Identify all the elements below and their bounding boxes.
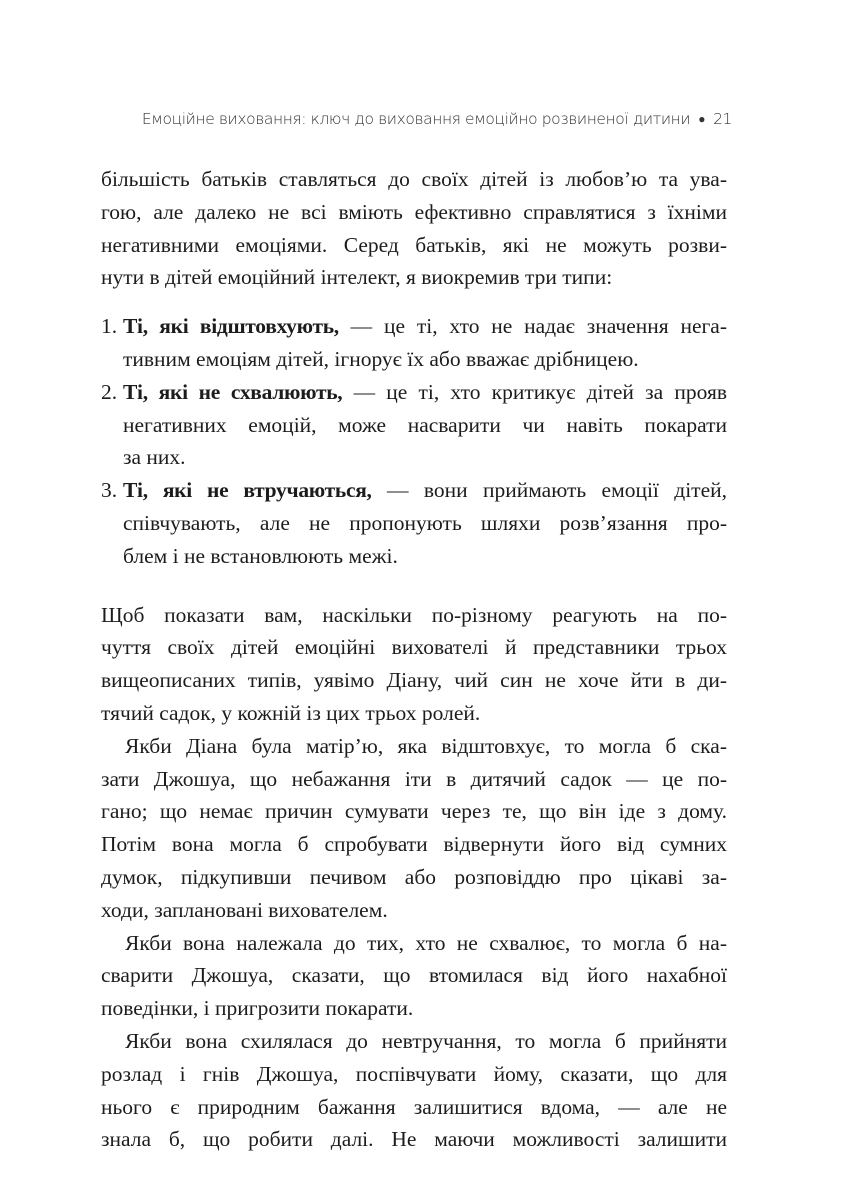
bullet-separator-icon: ●: [698, 112, 706, 126]
text-line: гано; що немає причин сумувати через те, що він іде з дому.: [101, 799, 727, 824]
page-number: 21: [713, 110, 732, 128]
list-number: 2.: [101, 379, 118, 404]
paragraph: [101, 1025, 727, 1156]
text-line: сварити Джошуа, сказати, що втомилася від його нахабної: [101, 963, 727, 988]
list-description: — це ті, хто критикує дітей за прояв: [353, 379, 727, 404]
text-line: нього є природним бажання залишитися вдома, — але не: [101, 1094, 727, 1119]
text-line: ходи, заплановані вихователем.: [101, 897, 388, 922]
list-item: [101, 376, 727, 474]
list-item-first-line: [101, 474, 727, 507]
list-item-first-line: [101, 376, 727, 409]
list-term: Ті, які не втручаються,: [123, 478, 372, 503]
text-line: тячий садок, у кожній із цих трьох ролей.: [101, 700, 481, 725]
text-line: зати Джошуа, що небажання іти в дитячий садок — це по-: [101, 766, 727, 791]
paragraph: [101, 927, 727, 1025]
text-line: знала б, що робити далі. Не маючи можливості залишити: [101, 1127, 727, 1152]
text-line: поведінки, і пригрозити покарати.: [101, 996, 414, 1021]
text-line: співчувають, але не пропонують шляхи розв’язання про-: [123, 510, 727, 535]
text-line: за них.: [123, 445, 186, 470]
text-line: Щоб показати вам, наскільки по-різному реагують на по-: [101, 602, 727, 627]
list-number: 1.: [101, 314, 118, 339]
page-body: [101, 163, 727, 1156]
text-line: Потім вона могла б спробувати відвернути його від сумних: [101, 832, 727, 857]
spacer: [101, 294, 727, 310]
list-description: — вони приймають емоції дітей,: [386, 478, 727, 503]
text-line: вищеописаних типів, уявімо Діану, чий син не хоче йти в ди-: [101, 668, 727, 693]
text-line: більшість батьків ставляться до своїх дітей із любов’ю та ува-: [101, 167, 727, 191]
running-header: [110, 110, 732, 128]
text-line: негативних емоцій, може насварити чи навіть покарати: [123, 412, 727, 437]
book-title: Емоційне виховання: ключ до виховання емоційно розвиненої дитини: [141, 110, 691, 128]
text-line: Якби Діана була матір’ю, яка відштовхує, то могла б ска-: [125, 733, 727, 758]
spacer: [101, 573, 727, 599]
paragraph: [101, 599, 727, 730]
text-line: Якби вона належала до тих, хто не схвалює, то могла б на-: [125, 930, 727, 955]
text-line: негативними емоціями. Серед батьків, які не можуть розви-: [101, 232, 727, 257]
text-line: думок, підкупивши печивом або розповіддю про цікаві за-: [101, 864, 727, 889]
intro-paragraph: [101, 163, 727, 294]
text-line: нути в дітей емоційний інтелект, я виокремив три типи:: [101, 265, 613, 290]
list-description: — це ті, хто не надає значення нега-: [350, 314, 728, 339]
list-item: [101, 310, 727, 376]
text-line: тивним емоціям дітей, ігнорує їх або вважає дрібницею.: [123, 346, 639, 371]
text-line: чуття своїх дітей емоційні вихователі й представники трьох: [101, 635, 727, 660]
text-line: гою, але далеко не всі вміють ефективно справлятися з їхніми: [101, 199, 727, 224]
list-term: Ті, які відштовхують,: [123, 314, 339, 339]
text-line: Якби вона схилялася до невтручання, то могла б прийняти: [125, 1028, 727, 1053]
list-item-first-line: [101, 310, 727, 343]
list-item: [101, 474, 727, 572]
text-line: розлад і гнів Джошуа, поспівчувати йому, сказати, що для: [101, 1061, 727, 1086]
list-term: Ті, які не схвалюють,: [123, 379, 343, 404]
text-line: блем і не встановлюють межі.: [123, 543, 398, 568]
parent-types-list: [101, 310, 727, 572]
list-number: 3.: [101, 478, 118, 503]
paragraph: [101, 730, 727, 927]
